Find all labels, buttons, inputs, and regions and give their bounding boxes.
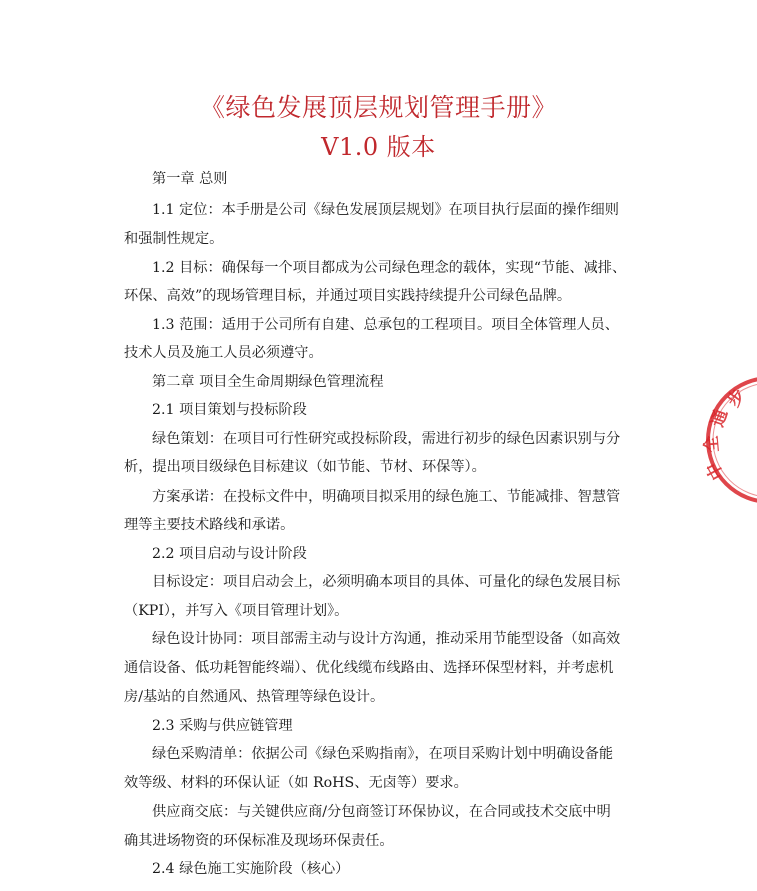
paragraph-line: 目标设定：项目启动会上，必须明确本项目的具体、可量化的绿色发展目标 — [152, 574, 621, 590]
svg-text:步: 步 — [723, 385, 750, 411]
paragraph-line: 方案承诺：在投标文件中，明确项目拟采用的绿色施工、节能减排、智慧管 — [152, 489, 621, 505]
paragraph-line: （KPI），并写入《项目管理计划》。 — [124, 603, 349, 619]
paragraph-line: 析，提出项目级绿色目标建议（如节能、节材、环保等）。 — [124, 459, 486, 475]
paragraph-line: 房/基站的自然通风、热管理等绿色设计。 — [124, 689, 385, 705]
section-heading: 2.2 项目启动与设计阶段 — [152, 546, 307, 562]
paragraph-line: 和强制性规定。 — [124, 231, 224, 247]
document-version: V1.0 版本 — [321, 133, 436, 161]
paragraph-line: 技术人员及施工人员必须遵守。 — [124, 345, 323, 361]
paragraph-line: 1.1 定位：本手册是公司《绿色发展顶层规划》在项目执行层面的操作细则 — [152, 202, 619, 218]
paragraph-line: 理等主要技术路线和承诺。 — [124, 517, 295, 533]
section-heading: 2.3 采购与供应链管理 — [152, 718, 293, 734]
paragraph-line: 效等级、材料的环保认证（如 RoHS、无卤等）要求。 — [124, 775, 468, 791]
chapter-heading: 第一章 总则 — [152, 171, 228, 187]
paragraph-line: 绿色设计协同：项目部需主动与设计方沟通，推动采用节能型设备（如高效 — [152, 631, 621, 647]
paragraph-line: 1.3 范围：适用于公司所有自建、总承包的工程项目。项目全体管理人员、 — [152, 317, 619, 333]
svg-text:通: 通 — [707, 407, 733, 430]
paragraph-line: 绿色采购清单：依据公司《绿色采购指南》，在项目采购计划中明确设备能 — [152, 746, 614, 762]
paragraph-line: 环保、高效”的现场管理目标，并通过项目实践持续提升公司绿色品牌。 — [124, 288, 572, 304]
svg-text:全: 全 — [701, 434, 723, 454]
paragraph-line: 1.2 目标：确保每一个项目都成为公司绿色理念的载体，实现“节能、减排、 — [152, 260, 627, 276]
document-title: 《绿色发展顶层规划管理手册》 — [199, 93, 557, 122]
paragraph-line: 绿色策划：在项目可行性研究或投标阶段，需进行初步的绿色因素识别与分 — [152, 431, 621, 447]
paragraph-line: 确其进场物资的环保标准及现场环保责任。 — [124, 833, 394, 849]
paragraph-line: 通信设备、低功耗智能终端）、优化线缆布线路由、选择环保型材料，并考虑机 — [124, 660, 614, 676]
section-heading: 2.1 项目策划与投标阶段 — [152, 402, 307, 418]
chapter-heading: 第二章 项目全生命周期绿色管理流程 — [152, 374, 384, 390]
section-heading: 2.4 绿色施工实施阶段（核心） — [152, 861, 350, 877]
company-seal — [700, 370, 757, 510]
paragraph-line: 供应商交底：与关键供应商/分包商签订环保协议，在合同或技术交底中明 — [152, 804, 611, 820]
svg-text:中: 中 — [702, 458, 729, 484]
